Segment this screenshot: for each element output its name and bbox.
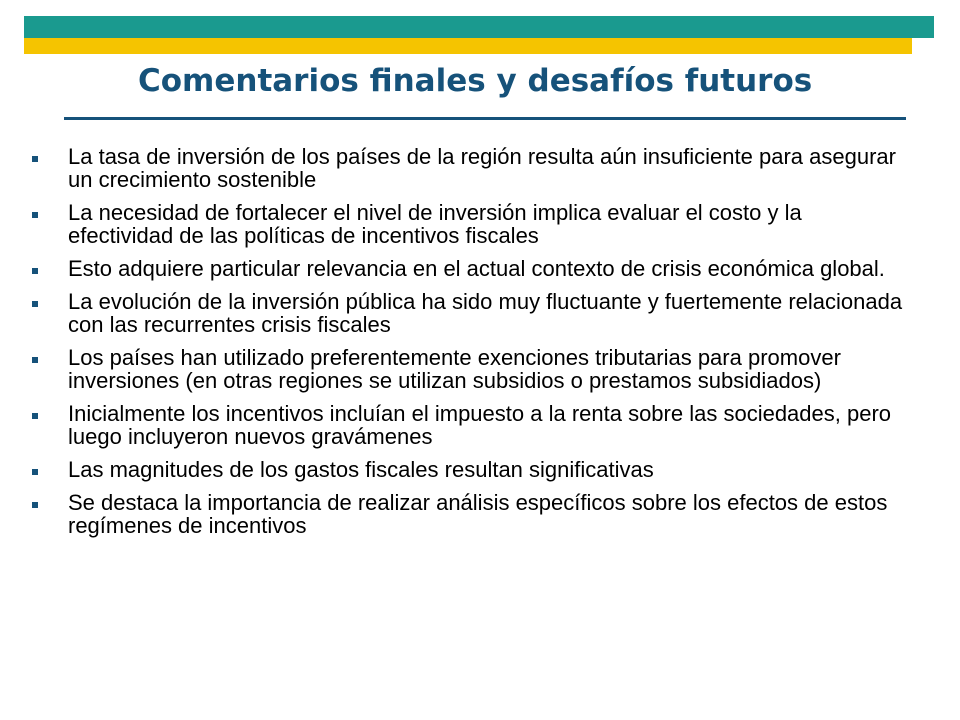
square-bullet-icon	[32, 212, 38, 218]
slide-title: Comentarios finales y desafíos futuros	[138, 63, 813, 99]
list-item	[28, 257, 908, 280]
list-item	[28, 491, 908, 537]
list-item	[28, 145, 908, 191]
square-bullet-icon	[32, 268, 38, 274]
bullet-text: Se destaca la importancia de realizar análisis específicos sobre los efectos de estos regímenes de incentivos	[68, 490, 888, 538]
list-item	[28, 201, 908, 247]
list-item	[28, 346, 908, 392]
bullet-text: Inicialmente los incentivos incluían el impuesto a la renta sobre las sociedades, pero luego incluyeron nuevos gravámenes	[68, 401, 892, 449]
square-bullet-icon	[32, 502, 38, 508]
list-item	[28, 290, 908, 336]
bullet-text: La necesidad de fortalecer el nivel de inversión implica evaluar el costo y la efectividad de las políticas de incentivos fiscales	[68, 200, 802, 248]
bullet-text: Los países han utilizado preferentemente exenciones tributarias para promover inversiones (en otras regiones se utilizan subsidios o prestamos subsidiados)	[68, 345, 841, 393]
square-bullet-icon	[32, 357, 38, 363]
bullet-text: La evolución de la inversión pública ha sido muy fluctuante y fuertemente relacionada con las recurrentes crisis fiscales	[68, 289, 903, 337]
list-item	[28, 458, 908, 481]
list-item	[28, 402, 908, 448]
bullet-text: Las magnitudes de los gastos fiscales resultan significativas	[68, 457, 654, 482]
square-bullet-icon	[32, 413, 38, 419]
square-bullet-icon	[32, 301, 38, 307]
bullet-list	[28, 145, 908, 547]
header-yellow-bar	[24, 38, 912, 54]
bullet-text: Esto adquiere particular relevancia en el actual contexto de crisis económica global.	[68, 256, 885, 281]
square-bullet-icon	[32, 156, 38, 162]
header-teal-bar	[24, 16, 934, 38]
title-underline	[64, 117, 906, 120]
bullet-text: La tasa de inversión de los países de la región resulta aún insuficiente para asegurar un crecimiento sostenible	[68, 144, 896, 192]
square-bullet-icon	[32, 469, 38, 475]
